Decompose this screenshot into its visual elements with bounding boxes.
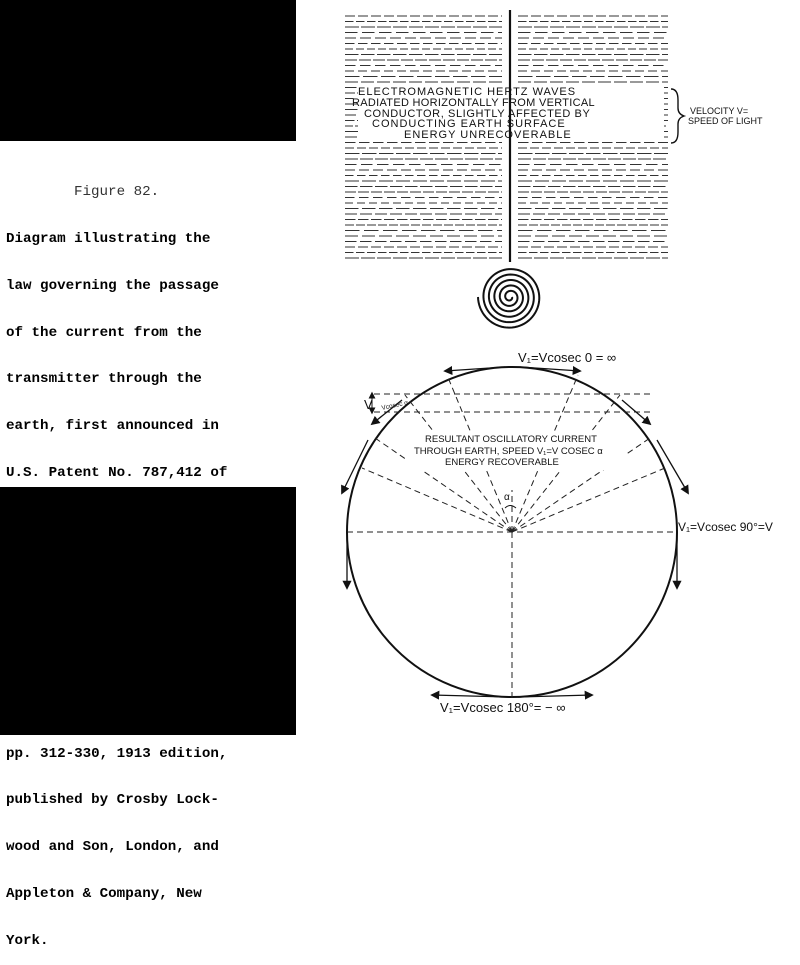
velocity-brace — [671, 89, 684, 143]
caption-line: law governing the passage — [6, 277, 219, 294]
caption-line: See also J. Erskine-Murray, — [6, 605, 236, 622]
caption-title: Figure 82. — [74, 184, 160, 201]
v-label: V — [364, 397, 373, 412]
v-cosec-label: Vcosec α — [380, 399, 409, 412]
velocity-label-line1: VELOCITY V= — [690, 106, 749, 116]
arrow-left-upper — [342, 440, 368, 493]
caption-line: tion filed May 16, 1900. — [6, 558, 211, 575]
waves-text-line: ELECTROMAGNETIC HERTZ WAVES — [358, 86, 577, 98]
alpha-label: α — [504, 492, 510, 503]
bottom-cosec-label: V₁=Vcosec 180°= − ∞ — [440, 700, 566, 715]
waves-text-line: ENERGY UNRECOVERABLE — [404, 129, 572, 141]
caption-line: wood and Son, London, and — [6, 839, 219, 856]
radial-dashed-lines — [347, 375, 677, 700]
radial-line — [512, 468, 665, 532]
arrow-right-upper — [657, 440, 688, 493]
waves-text-line: RADIATED HORIZONTALLY FROM VERTICAL — [352, 97, 595, 109]
current-text-line: RESULTANT OSCILLATORY CURRENT — [425, 434, 597, 445]
caption-line: transmitter through the — [6, 371, 202, 388]
caption-line: earth, first announced in — [6, 418, 219, 435]
caption-line: Appleton & Company, New — [6, 885, 202, 902]
spiral-coil — [478, 269, 539, 328]
top-cosec-label: V₁=Vcosec 0 = ∞ — [518, 350, 617, 365]
side-cosec-label: V₁=Vcosec 90°=V — [678, 520, 773, 534]
current-text-line: ENERGY RECOVERABLE — [445, 457, 559, 468]
caption-line: April 18, 1905. Applica- — [6, 511, 219, 528]
velocity-label-line2: SPEED OF LIGHT — [688, 116, 763, 126]
caption-line: Telegraphy, Chapt. 17, — [6, 698, 194, 715]
caption-line: U.S. Patent No. 787,412 of — [6, 464, 228, 481]
caption-line: published by Crosby Lock- — [6, 792, 219, 809]
waves-text-line: CONDUCTOR, SLIGHTLY AFFECTED BY — [364, 108, 591, 120]
arrow-top-right — [520, 367, 580, 371]
radial-line — [362, 468, 512, 532]
caption-line: pp. 312-330, 1913 edition, — [6, 745, 228, 762]
waves-text-line: CONDUCTING EARTH SURFACE — [372, 118, 566, 130]
caption-line: York. — [6, 932, 49, 949]
alpha-arc — [505, 506, 516, 509]
caption-line: A Handbook of Wireless — [6, 652, 194, 668]
caption-line: of the current from the — [6, 324, 202, 341]
current-text-line: THROUGH EARTH, SPEED V₁=V COSEC α — [414, 446, 603, 457]
caption-line: Diagram illustrating the — [6, 230, 211, 247]
